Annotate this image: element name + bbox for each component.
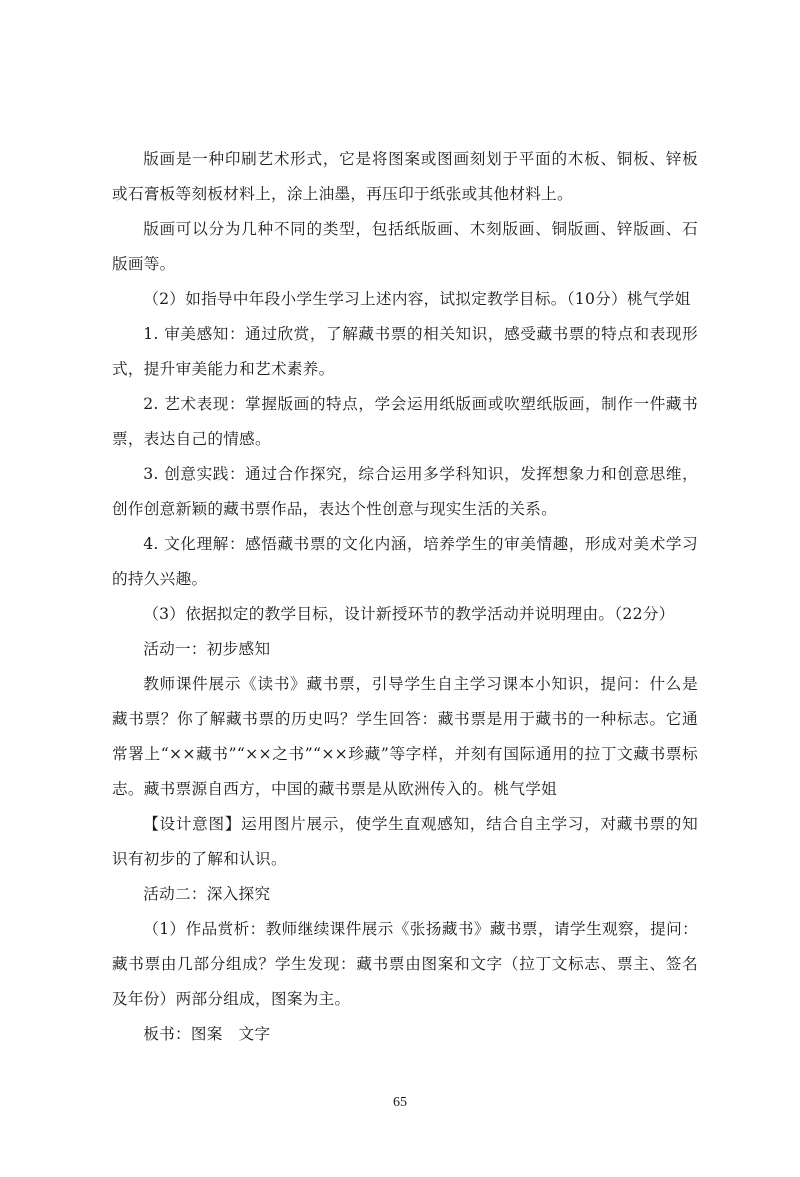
page-number: 65 <box>393 1095 407 1110</box>
activity-1-heading: 活动一：初步感知 <box>143 640 271 658</box>
design-intent: 【设计意图】运用图片展示，使学生直观感知，结合自主学习，对藏书票的知识有初步的了解和认识。 <box>112 815 698 868</box>
paragraph-printmaking-types: 版画可以分为几种不同的类型，包括纸版画、木刻版画、铜版画、锌版画、石版画等。 <box>112 220 698 273</box>
blackboard-writing: 板书：图案 文字 <box>143 1025 271 1043</box>
paragraph-printmaking-definition: 版画是一种印刷艺术形式，它是将图案或图画刻划于平面的木板、铜板、锌板或石膏板等刻板材料上，涂上油墨，再压印于纸张或其他材料上。 <box>112 150 698 203</box>
objective-cultural-understanding: 4. 文化理解：感悟藏书票的文化内涵，培养学生的审美情趣，形成对美术学习的持久兴趣。 <box>112 535 698 588</box>
objective-aesthetic-perception: 1. 审美感知：通过欣赏，了解藏书票的相关知识，感受藏书票的特点和表现形式，提升审美能力和艺术素养。 <box>112 325 698 378</box>
objective-creative-practice: 3. 创意实践：通过合作探究，综合运用多学科知识，发挥想象力和创意思维，创作创意新颖的藏书票作品，表达个性创意与现实生活的关系。 <box>112 465 698 518</box>
question-3: （3）依据拟定的教学目标，设计新授环节的教学活动并说明理由。（22分） <box>143 605 675 623</box>
page-body <box>112 142 698 1052</box>
activity-1-body: 教师课件展示《读书》藏书票，引导学生自主学习课本小知识，提问：什么是藏书票？你了解藏书票的历史吗？学生回答：藏书票是用于藏书的一种标志。它通常署上“××藏书”“××之书”“××珍藏”等字样，并刻有国际通用的拉丁文藏书票标志。藏书票源自西方，中国的藏书票是从欧洲传入的。桃气学姐 <box>112 675 698 798</box>
activity-2-heading: 活动二：深入探究 <box>143 885 271 903</box>
objective-artistic-expression: 2. 艺术表现：掌握版画的特点，学会运用纸版画或吹塑纸版画，制作一件藏书票，表达自己的情感。 <box>112 395 698 448</box>
question-2: （2）如指导中年段小学生学习上述内容，试拟定教学目标。（10分）桃气学姐 <box>143 290 691 308</box>
activity-2-appreciation: （1）作品赏析：教师继续课件展示《张扬藏书》藏书票，请学生观察，提问：藏书票由几部分组成？学生发现：藏书票由图案和文字（拉丁文标志、票主、签名及年份）两部分组成，图案为主。 <box>112 920 698 1008</box>
